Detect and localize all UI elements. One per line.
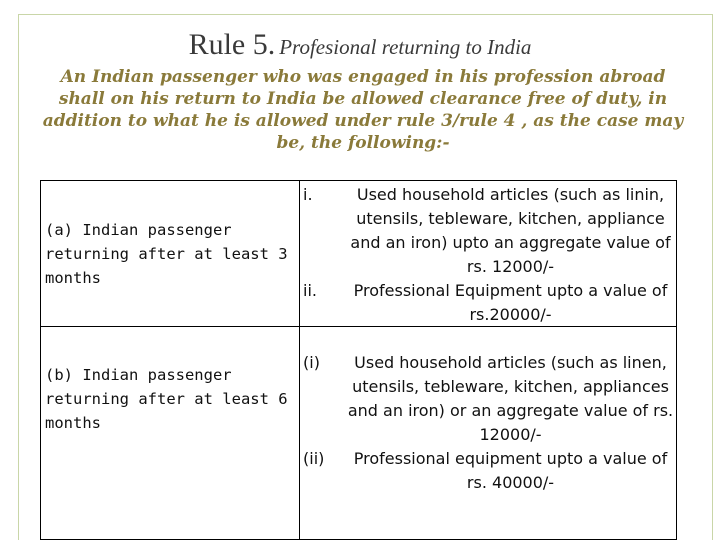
table-row <box>41 326 676 540</box>
frame-line-left <box>18 14 19 540</box>
allowance-table <box>40 180 677 540</box>
list-marker: ii. <box>303 281 317 300</box>
column-divider <box>299 181 300 326</box>
slide-title <box>0 28 720 62</box>
row-items-cell <box>303 351 675 495</box>
row-items-cell <box>303 183 675 327</box>
title-rule-text: Profesional returning to India <box>279 35 532 59</box>
list-item-text: Professional equipment upto a value of rs. 40000/- <box>353 449 668 492</box>
list-item <box>303 447 675 495</box>
list-marker: (i) <box>303 353 320 372</box>
list-item-text: Used household articles (such as linin, utensils, tebleware, kitchen, appliance and an iron) upto an aggregate value of rs. 12000/- <box>350 185 671 276</box>
list-item <box>303 279 675 327</box>
list-item <box>303 351 675 447</box>
table-row <box>41 181 676 327</box>
list-item-text: Professional Equipment upto a value of rs.20000/- <box>353 281 668 324</box>
list-marker: (ii) <box>303 449 325 468</box>
frame-line-top <box>18 14 713 15</box>
column-divider <box>299 326 300 540</box>
row-condition-cell: (a) Indian passenger returning after at least 3 months <box>45 221 288 287</box>
title-rule-number: Rule 5. <box>188 28 276 61</box>
list-item-text: Used household articles (such as linen, utensils, tebleware, kitchen, appliances and an iron) or an aggregate value of rs. 12000/- <box>347 353 674 444</box>
list-marker: i. <box>303 185 313 204</box>
frame-line-right <box>712 14 713 540</box>
list-item <box>303 183 675 279</box>
row-condition-cell: (b) Indian passenger returning after at least 6 months <box>45 366 288 432</box>
intro-paragraph: An Indian passenger who was engaged in his profession abroad shall on his return to India be allowed clearance free of duty, in addition to what he is allowed under rule 3/rule 4 , as the case may be, the following:- <box>42 67 684 153</box>
